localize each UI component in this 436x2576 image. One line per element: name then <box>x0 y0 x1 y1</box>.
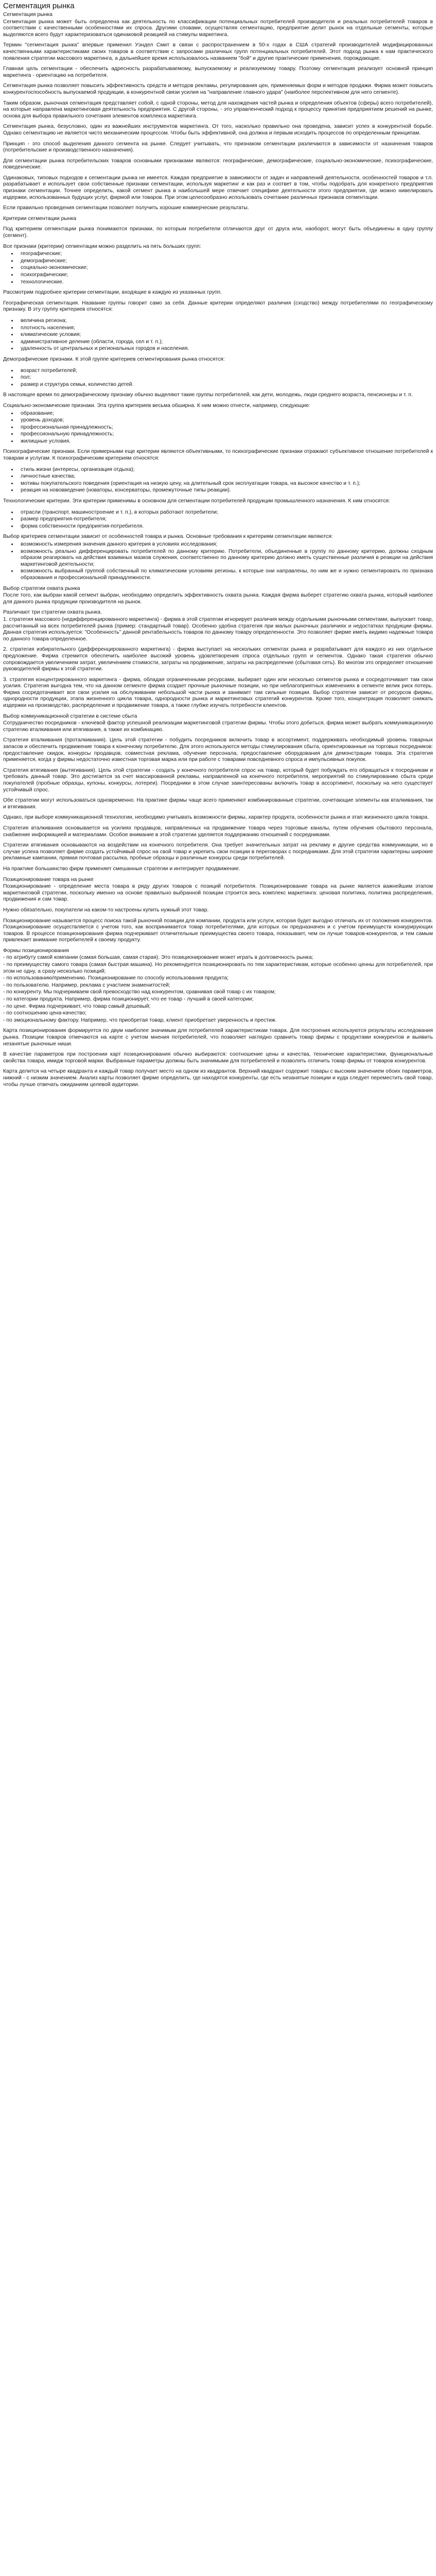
paragraph: Выбор коммуникационной стратегии в системе сбыта <box>3 713 137 719</box>
list-item: • возраст потребителей; <box>18 367 433 375</box>
paragraph: Для сегментации рынка потребительских товаров основными признаками являются: географические, демографические, социально-экономические, психографические, поведенческие. <box>3 158 433 171</box>
list-item: • уровень доходов; <box>18 417 433 424</box>
list-item: • образование; <box>18 410 433 417</box>
bullet-list <box>3 410 433 445</box>
paragraph: - по эмоциональному фактору. Например, что приобретая товар, клиент приобретает уверенность и престиж. <box>3 1017 277 1023</box>
paragraph: В настоящее время по демографическому признаку обычно выделяют такие группы потребителей, как дети, молодежь, люди среднего возраста, пенсионеры и т. п. <box>3 392 413 398</box>
list-item: • профессиональная принадлежность; <box>18 424 433 431</box>
paragraph: Карта делится на четыре квадранта и каждый товар получает место на одном из квадрантов. Верхний квадрант содержит товары с высоким значением обоих параметров, нижний - с низким значением. Анализ карты позволяет фирме определить, где находятся конкуренты, где есть незанятые позиции и куда следует переместить свой товар, чтобы лучше отвечать ожиданиям целевой аудитории. <box>3 1069 433 1088</box>
paragraph: Под критерием сегментации рынка понимаются признаки, по которым потребители отличаются друг от друга или, наоборот, могут быть объединены в одну группу (сегмент). <box>3 226 433 239</box>
paragraph: - по соотношению цена-качество; <box>3 1010 87 1016</box>
paragraph: - по использованию/применению. Позиционирование по способу использования продукта; <box>3 975 229 981</box>
list-item: • возможность выбранный группой собственный по климатическим условиям регионы, к которые они направлены, по ним же и нужно сегментировать по признака образования и профессиональной принадлежности. <box>18 568 433 581</box>
document-body <box>3 12 433 1088</box>
paragraph: Позиционирование - определение места товара в ряду других товаров с позиций потребителя. Позиционирование товара на рынке является важнейшим этапом маркетинговой стратегии, поскольку именно на основе правильно выбранной позиции строится весь комплекс маркетинга: ценовая политика, политика распределения, продвижения и сам товар. <box>3 884 433 903</box>
paragraph: Рассмотрим подробнее критерии сегментации, входящие в каждую из указанных групп. <box>3 290 222 296</box>
paragraph: Однако, при выборе коммуникационной технологии, необходимо учитывать возможности фирмы, характер продукта, особенности рынка и этап жизненного цикла товара. <box>3 815 429 821</box>
paragraph: Одинаковых, типовых подходов к сегментации рынка не имеется. Каждая предприятие в зависимости от задач и направлений деятельности, особенностей товаров и т.п. разрабатывает и использует свои собственные признаки сегментации, используя маркетинг и как раз и соответ в том, чтобы подобрать для конкретного предприятия признаки сегментации. Точнее определить, какой сегмент рынка в наибольшей мере отвечает специфике деятельности этого предприятия, где можно нивелировать издержки, использованных будущих услуг, фирмой или товаров. При этом целесообразно использовать сочетание различных признаков сегментации. <box>3 175 433 200</box>
paragraph: - по атрибуту самой компании (самая большая, самая старая). Это позиционирование может играть в долговечность рынка; <box>3 955 313 961</box>
paragraph: Если правильно проведения сегментации позволяет получить хорошие коммерческие результаты. <box>3 205 249 211</box>
document <box>0 0 436 1096</box>
list-item: • плотность населения; <box>18 325 433 332</box>
page-title: Сегментация рынка <box>3 2 75 10</box>
list-item: • климатические условия; <box>18 331 433 338</box>
paragraph: - по преимуществу самого товара (самая быстрая машина). Но рекомендуется позиционировать по тем характеристикам, которые особенно ценны для потребителей, при этом не одну, а сразу несколько позиций; <box>3 962 433 974</box>
paragraph: На практике большинство фирм применяет смешанные стратегии и интегрирует продвижение. <box>3 866 240 872</box>
paragraph: Таким образом, рыночная сегментация представляет собой, с одной стороны, метод для нахождения частей рынка и определения объектов (сферы) всего потребителей), на которые направлена маркетинговая деятельность предприятия. С другой стороны, - это управленческий подход к процессу принятия предприятием решений на рынке, основа для выбора правильного сочетания элементов комплекса маркетинга. <box>3 100 433 119</box>
list-item: • размер предприятия-потребителя; <box>18 516 433 523</box>
list-item: • возможность реально дифференцировать потребителей по данному критерию. Потребители, объединенные в группу по данному критерию, должны сходным образом реагировать на действия взаимных мазков служения, соответственно по данному критерию должно иметь существенные различия в реакции на действия маркетинговой деятельности; <box>18 548 433 568</box>
paragraph: Различают три стратегии охвата рынка. <box>3 609 102 616</box>
paragraph: Демографические признаки. К этой группе критериев сегментирования рынка относятся: <box>3 356 225 362</box>
paragraph: 2. стратегия избирательного (дифференцированного маркетинга) - фирма выступает на нескольких сегментах рынка и разрабатывает для каждого из них отдельное предложение. Фирма стремится обеспечить наиболее высокий уровень удовлетворения спроса отдельных групп и сегментов. Однако такая стратегия обычно сопровождается увеличением затрат, увеличением стоимости, затраты на продвижение, затраты на распределение (сбытовая сеть). Во многом это определяет отношение руководителей фирмы к этой стратегии. <box>3 647 433 672</box>
paragraph: Технологические критерии. Эти критерии применимы в основном для сегментации потребителей продукции промышленного назначения. К ним относятся: <box>3 498 390 504</box>
list-item: • демографические; <box>18 258 433 265</box>
paragraph: Обе стратегии могут использоваться одновременно. На практике фирмы чаще всего применяют комбинированные стратегии, сочетающие элементы как вталкивания, так и втягивания. <box>3 798 433 810</box>
list-item: • величина региона; <box>18 317 433 325</box>
paragraph: Позиционирование товара на рынке <box>3 876 94 883</box>
bullet-list <box>3 541 433 582</box>
list-item: • социально-экономические; <box>18 264 433 272</box>
paragraph: - по цене. Фирма подчеркивает, что товар самый дешевый; <box>3 1003 151 1009</box>
paragraph: Социально-экономические признаки. Эта группа критериев весьма обширна. К ним можно отнести, например, следующие: <box>3 402 310 409</box>
paragraph: Принцип - это способ выделения данного сегмента на рынке. Следует учитывать, что признаком сегментации различаются в зависимости от назначения товаров (потребительские и производственного назначения). <box>3 141 433 154</box>
paragraph: Стратегии втягивания основываются на воздействии на конечного потребителя. Она требует значительных затрат на рекламу и другие средства коммуникации, но в случае успеха позволяет фирме создать устойчивый спрос на свой товар и укрепить свои позиции в переговорах с посредниками. Для этой стратегии характерны широкие рекламные кампании, прямая почтовая рассылка, пробные образцы и различные конкурсы среди потребителей. <box>3 842 433 861</box>
bullet-list <box>3 317 433 352</box>
paragraph: В качестве параметров при построении карт позиционирования обычно выбираются: соотношение цены и качества, технические характеристики, функциональные свойства товара, имидж торговой марки. Выбранные параметры должны быть значимыми для потребителей и позволять отличить товар фирмы от товаров конкурентов. <box>3 1052 433 1064</box>
paragraph: Сегментация рынка позволяет повысить эффективность средств и методов рекламы, регулирования цен, применяемых форм и методов продажи. Фирма может повысить конкурентоспособность выпускаемой продукции, в конкурентной связи усилия на "направление главного удара" (наиболее перспективном для него сегменте). <box>3 83 433 95</box>
list-item: • технологические. <box>18 279 433 286</box>
list-item: • личностные качества; <box>18 473 433 480</box>
bullet-list <box>3 466 433 494</box>
list-item: • возможность измерения значения данного критерия в условиях исследования; <box>18 541 433 548</box>
paragraph: Стратегия вталкивания (проталкивания). Цель этой стратегии - побудить посредников включить товар в ассортимент, поддерживать необходимый уровень товарных запасов и обеспечить продвижение товара к конечному потребителю. Для этого используются методы стимулирования сбыта, ориентированные на торговых посредников: предоставление скидок, конкурсы продавцов, совместная реклама, обучение персонала, предоставление оборудования для демонстрации товара. Эта стратегия применяется, когда у фирмы недостаточно известная торговая марка или при работе с товарами повседневного спроса и импульсивных покупок. <box>3 737 433 763</box>
paragraph: Сегментация рынка может быть определена как деятельность по классификации потенциальных потребителей производителя и реальных потребителей товаров в соответствии с качественными особенностями их спроса. Другими словами, осуществляя сегментацию, предприятие делит рынок на отдельные сегменты, которые выделяются всего будут характеризоваться одинаковой реакцией на стимулы маркетинга. <box>3 19 433 38</box>
bullet-list <box>3 250 433 285</box>
paragraph: Главная цель сегментации - обеспечить адресность разрабатываемому, выпускаемому и реализуемому товару. Поэтому сегментация реализует основной принцип маркетинга - ориентацию на потребителя. <box>3 66 433 78</box>
list-item: • реакция на нововведение (новаторы, консерваторы, промежуточные типы реакции). <box>18 487 433 494</box>
list-item: • форма собственности предприятия-потребителя. <box>18 523 433 530</box>
bullet-list <box>3 509 433 530</box>
paragraph: Сегментация рынка, безусловно, один из важнейших инструментов маркетинга. От того, насколько правильно она проведена, зависит успех в конкурентной борьбе. Однако сегментацию не является чисто механическим процессом. Чтобы быть эффективной, она должна и первым исходить процессов по определенным принципам. <box>3 124 433 136</box>
list-item: • географические; <box>18 250 433 258</box>
paragraph: - по пользователю. Например, реклама с участием знаменитостей; <box>3 982 170 988</box>
list-item: • жилищные условия. <box>18 438 433 445</box>
list-item: • удаленность от центральных и региональных городов и населения. <box>18 345 433 352</box>
paragraph: Формы позиционирования <box>3 947 69 954</box>
paragraph: Карта позиционирования формируется по двум наиболее значимым для потребителей характеристикам товара. Для построения используются результаты исследования рынка. Позиции товаров отмечаются на карте с учетом мнения потребителей, что позволяет наглядно сравнить товар фирмы с продуктами конкурентов и выявить незанятые рыночные ниши. <box>3 1028 433 1047</box>
paragraph: Выбор стратегии охвата рынка <box>3 585 80 591</box>
list-item: • административное деление (области, города, сел и т. п.); <box>18 338 433 346</box>
paragraph: 3. стратегия концентрированного маркетинга - фирма, обладая ограниченными ресурсами, выбирает один или несколько сегментов рынка и сосредоточивает там свои усилия. Стратегия выгодна тем, что на данном сегменте фирма создает прочные рыночные позиции, но при неблагоприятных изменениях в сегменте велик риск потерь. Фирма сосредотачивает все свои усилия на обслуживании небольшой части рынка и занимает там сильные позиции. Выбор стратегии зависит от ресурсов фирмы, однородности продукции, этапа жизненного цикла товара, однородности рынка и маркетинговых стратегий конкурентов. Кроме того, концентрация позволяет снижать издержки на производство, распределение и продвижение товара, а также глубже изучать потребности клиентов. <box>3 676 433 709</box>
paragraph: - по категории продукта. Например, фирма позиционирует, что ее товар - лучший в своей категории; <box>3 996 254 1003</box>
list-item: • стиль жизни (интересы, организация отдыха); <box>18 466 433 473</box>
paragraph: Стратегия вталкивания основывается на усилиях продавцов, направленных на продвижение товара через торговые каналы, путем обучения сбытового персонала, снабжение информацией и материалами. Особое внимание в этой стратегии уделяется поддержанию отношений с посредниками. <box>3 825 433 838</box>
paragraph: Сегментация рынка <box>3 12 53 18</box>
paragraph: Термин "сегментация рынка" впервые применил Уэндел Смит в связи с распространением в 50-х годах в США стратегий производителей модифицированных качественными характеристиками своих товаров в соответствии с запросами различных групп потенциальных потребителей. Этот подход рынка к нам практического появления стратегии массового маркетинга, а дальнейшее время использовалось названием "бой" и другие практические применения, порождающие. <box>3 42 433 61</box>
list-item: • профессиональную принадлежность; <box>18 431 433 438</box>
paragraph: Географическая сегментация. Название группы говорит само за себя. Данные критерии определяют различия (сходство) между потребителями по географическому признаку. В эту группу критериев относятся: <box>3 300 433 313</box>
list-item: • отрасли (транспорт, машиностроение и т. п.), в которых работают потребители; <box>18 509 433 516</box>
paragraph: Критерии сегментации рынка <box>3 215 77 222</box>
paragraph: Позиционирование называется процесс поиска такой рыночной позиции для компании, продукта или услуги, которая будет выгодно отличать их от положения конкурентов. Позиционирование осуществляется с учетом того, как воспринимается товар потребителями, для которых он предназначен и с учетом преимуществ конкурирующих товаров. В процессе позиционирования фирма подчеркивает отличительные преимущества своего товара, показывает, чем он лучше товаров-конкурентов, и тем самым привлекает внимание потребителей к своему продукту. <box>3 918 433 943</box>
paragraph: Сотрудничество посредников - ключевой фактор успешной реализации маркетинговой стратегии фирмы. Чтобы этого добиться, фирма может выбрать коммуникационную стратегию вталкивания или втягивания, а также их комбинацию. <box>3 720 433 733</box>
list-item: • пол; <box>18 374 433 381</box>
paragraph: Все признаки (критерии) сегментации можно разделить на пять больших групп: <box>3 243 201 249</box>
paragraph: Нужно обязательно, покупатели на каком-то настроены купить нужный этот товар. <box>3 907 209 913</box>
list-item: • мотивы покупательского поведения (ориентация на низкую цену, на длительный срок эксплуатации товара, на высокое качество и т. п.); <box>18 480 433 487</box>
bullet-list <box>3 367 433 388</box>
paragraph: - по конкуренту. Мы подчеркиваем свой превосходство над конкурентом, сравнивая свой товар с их товаром; <box>3 989 276 995</box>
paragraph: Психографические признаки. Если примерными еще критерии являются объективными, то психографические признаки отражают субъективное отношение потребителей к товарам и услугам. К психографическим критериям относятся: <box>3 449 433 462</box>
list-item: • психографические; <box>18 272 433 279</box>
paragraph: Выбор критериев сегментации зависит от особенностей товара и рынка. Основные требования к критериям сегментации являются: <box>3 534 333 540</box>
paragraph: Стратегия втягивания (вытягивания). Цель этой стратегии - создать у конечного потребителя спрос на товар, который будет побуждать его обращаться к посредникам и требовать данный товар. Это достигается за счет массированной рекламы, направленной на конечного потребителя, мероприятий по стимулированию сбыта среди покупателей (пробные образцы, купоны, конкурсы, лотереи). Посредники в этом случае заинтересованы включить товар в ассортимент, поскольку на него существует устойчивый спрос. <box>3 767 433 793</box>
list-item: • размер и структура семьи, количество детей. <box>18 381 433 388</box>
paragraph: 1. стратегия массового (недифференцированного маркетинга) - фирма в этой стратегии игнорирует различия между отдельными рыночными сегментами, выпускает товар, рассчитанный на всех потребителей рынка (пример: стандартный товар). Особенно удобна стратегия при малых рыночных различиях и недостатках продукции фирмы. Данная стратегия используется: "Особенность" данной рентабельность товаров по данному товару определенности. Это позволяет фирме иметь видимо надежные товара по данного товара определенное. <box>3 616 433 642</box>
paragraph: После того, как выбран какой сегмент выбран, необходимо определить эффективность охвата рынка. Каждая фирма выберет стратегию охвата рынка, который наиболее для данного рынка продукции производителя на рынок. <box>3 592 433 605</box>
